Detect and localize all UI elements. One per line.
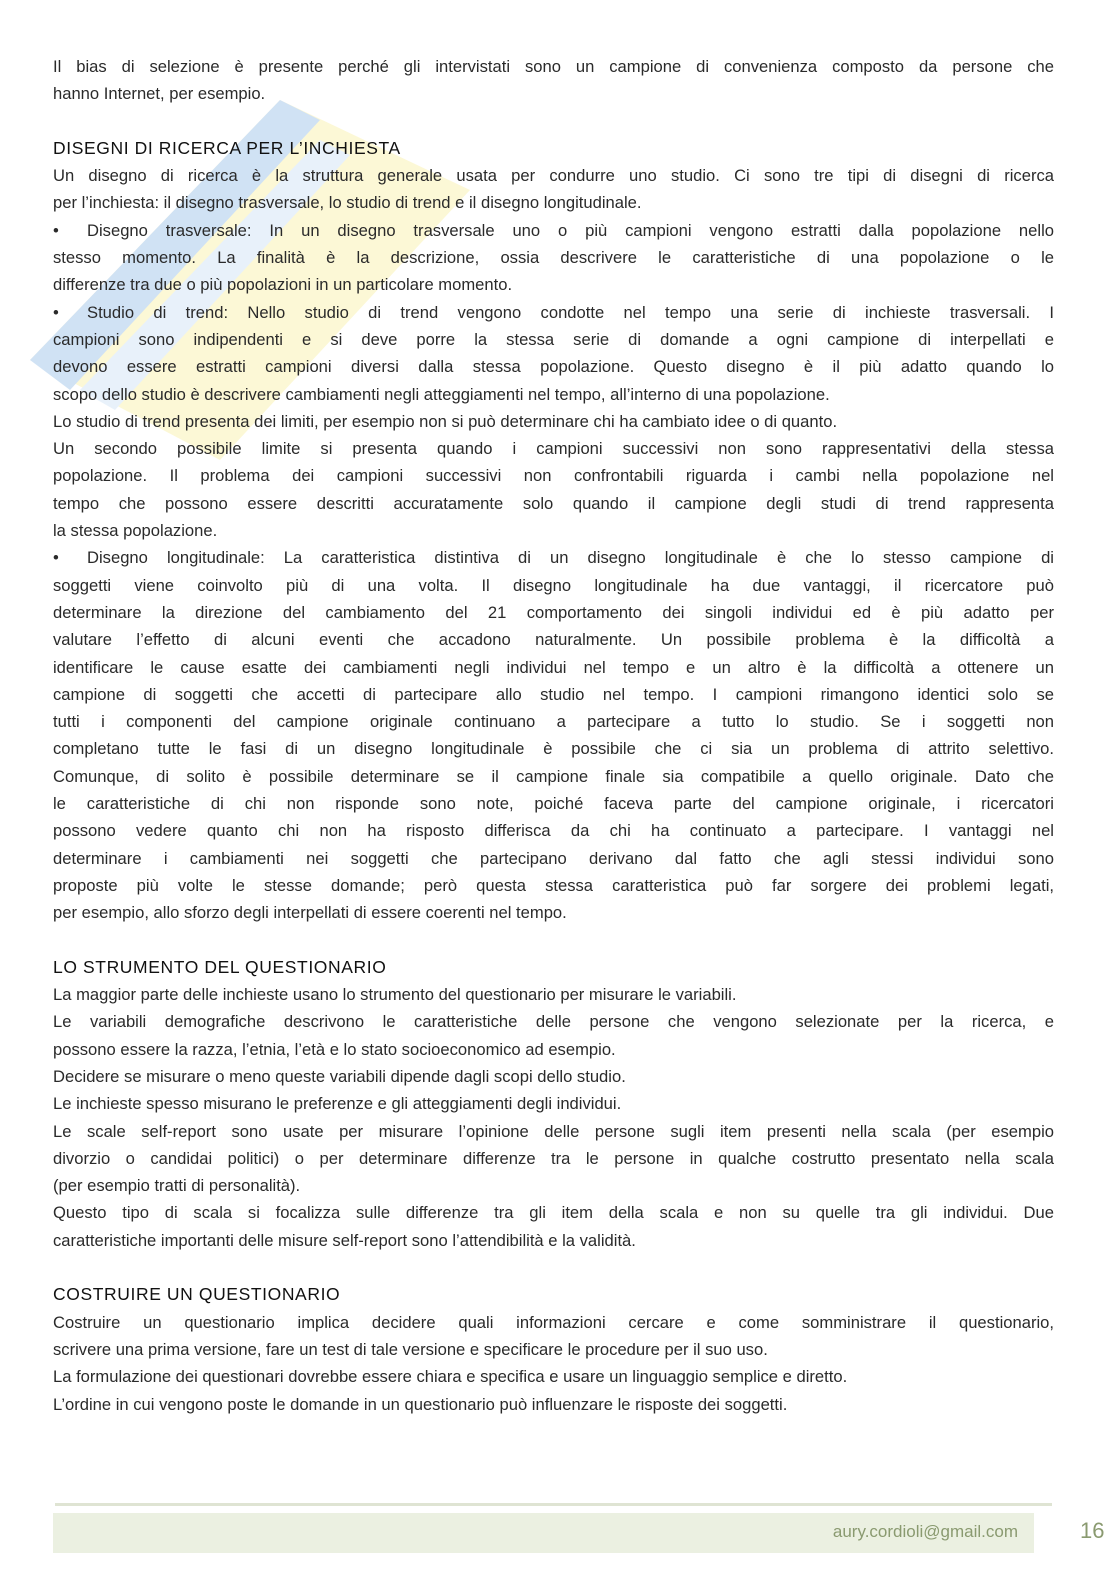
text-line: tutti i componenti del campione originale continuano a partecipare a tutto lo studio. Se i soggetti non [53, 712, 1054, 732]
text-line: L’ordine in cui vengono poste le domande in un questionario può influenzare le risposte dei soggetti. [53, 1394, 788, 1414]
text-line: Il bias di selezione è presente perché gli intervistati sono un campione di convenienza composto da persone che [53, 57, 1054, 76]
footer-divider [55, 1503, 1052, 1506]
bullet-icon: • [53, 302, 59, 322]
text-line: possono essere la razza, l’etnia, l’età e lo stato socioeconomico ad esempio. [53, 1039, 616, 1059]
text-line: popolazione. Il problema dei campioni successivi non confrontabili riguarda i cambi nella popolazione nel [53, 466, 1054, 486]
text-line: proposte più volte le stesse domande; però questa stessa caratteristica può far sorgere dei problemi legati, [53, 875, 1054, 895]
section-heading: LO STRUMENTO DEL QUESTIONARIO [53, 956, 387, 977]
text-line: differenze tra due o più popolazioni in un particolare momento. [53, 275, 513, 295]
text-line: possono vedere quanto chi non ha risposto differisca da chi ha continuato a partecipare. I vantaggi nel [53, 821, 1054, 841]
text-line: scrivere una prima versione, fare un test di tale versione e specificare le procedure per il suo uso. [53, 1339, 768, 1359]
text-line: la stessa popolazione. [53, 521, 218, 541]
blank-line [53, 927, 1054, 954]
text-line: Le scale self-report sono usate per misurare l’opinione delle persone sugli item presenti nella scala (per esempio [53, 1121, 1054, 1141]
text-line: Decidere se misurare o meno queste variabili dipende dagli scopi dello studio. [53, 1066, 626, 1086]
page-number: 16 [1080, 1518, 1105, 1543]
bullet-item-line [53, 544, 1054, 571]
text-line: per esempio, allo sforzo degli interpellati di essere coerenti nel tempo. [53, 903, 567, 923]
text-line: Le inchieste spesso misurano le preferenze e gli atteggiamenti degli individui. [53, 1094, 622, 1114]
text-line: divorzio o candidai politici) o per determinare differenze tra le persone in qualche costrutto presentato nella scala [53, 1148, 1054, 1168]
bullet-icon: • [53, 548, 59, 568]
text-line: Un secondo possibile limite si presenta quando i campioni successivi non sono rappresentativi della stessa [53, 439, 1054, 459]
text-line: scopo dello studio è descrivere cambiamenti negli atteggiamenti nel tempo, all’interno di una popolazione. [53, 384, 830, 404]
text-line: soggetti viene coinvolto più di una volta. Il disegno longitudinale ha due vantaggi, il ricercatore può [53, 575, 1054, 595]
text-line: determinare la direzione del cambiamento del 21 comportamento dei singoli individui ed è più adatto per [53, 602, 1054, 622]
bullet-item-line [53, 217, 1054, 244]
text-line: Questo tipo di scala si focalizza sulle differenze tra gli item della scala e non su quelle tra gli individui. Due [53, 1203, 1054, 1223]
text-line: La formulazione dei questionari dovrebbe essere chiara e specifica e usare un linguaggio semplice e diretto. [53, 1367, 848, 1387]
bullet-text: Studio di trend: Nello studio di trend vengono condotte nel tempo una serie di inchieste trasversali. I [87, 302, 1054, 322]
text-line: campioni sono indipendenti e si deve porre la stessa serie di domande a ogni campione di interpellati e [53, 329, 1054, 349]
text-line: Le variabili demografiche descrivono le caratteristiche delle persone che vengono selezionate per la ricerca, e [53, 1012, 1054, 1032]
section-heading: COSTRUIRE UN QUESTIONARIO [53, 1284, 341, 1305]
bullet-icon: • [53, 220, 59, 240]
text-line: Un disegno di ricerca è la struttura generale usata per condurre uno studio. Ci sono tre tipi di disegni di ricerca [53, 166, 1054, 186]
footer-bar [53, 1513, 1034, 1553]
text-line: Costruire un questionario implica decidere quali informazioni cercare e come somministrare il questionario, [53, 1312, 1054, 1332]
text-line: le caratteristiche di chi non risponde sono note, poiché faceva parte del campione originale, i ricercatori [53, 794, 1054, 814]
text-line: caratteristiche importanti delle misure self-report sono l’attendibilità e la validità. [53, 1230, 636, 1250]
text-line: devono essere estratti campioni diversi dalla stessa popolazione. Questo disegno è il più adatto quando lo [53, 357, 1054, 377]
bullet-text: Disegno longitudinale: La caratteristica distintiva di un disegno longitudinale è che lo stesso campione di [87, 548, 1054, 568]
text-line: La maggior parte delle inchieste usano lo strumento del questionario per misurare le variabili. [53, 985, 737, 1005]
section-heading: DISEGNI DI RICERCA PER L’INCHIESTA [53, 137, 401, 158]
text-line: Comunque, di solito è possibile determinare se il campione finale sia compatibile a quello originale. Dato che [53, 766, 1054, 786]
text-line: identificare le cause esatte dei cambiamenti negli individui nel tempo e un altro è la difficoltà a ottenere un [53, 657, 1054, 677]
text-line: Lo studio di trend presenta dei limiti, per esempio non si può determinare chi ha cambiato idee o di quanto. [53, 411, 838, 431]
text-line: valutare l’effetto di alcuni eventi che accadono naturalmente. Un possibile problema è la difficoltà a [53, 630, 1054, 650]
text-line: tempo che possono essere descritti accuratamente solo quando il campione degli studi di trend rappresenta [53, 493, 1054, 513]
text-line: (per esempio tratti di personalità). [53, 1176, 301, 1196]
text-line: hanno Internet, per esempio. [53, 84, 266, 104]
blank-line [53, 108, 1054, 135]
document-body [53, 53, 1054, 1418]
bullet-text: Disegno trasversale: In un disegno trasversale uno o più campioni vengono estratti dalla popolazione nello [87, 220, 1054, 240]
bullet-item-line [53, 299, 1054, 326]
text-line: determinare i cambiamenti nei soggetti che partecipano derivano dal fatto che agli stessi individui sono [53, 848, 1054, 868]
text-line: stesso momento. La finalità è la descrizione, ossia descrivere le caratteristiche di una popolazione o le [53, 248, 1054, 268]
text-line: campione di soggetti che accetti di partecipare allo studio nel tempo. I campioni rimangono identici solo se [53, 684, 1054, 704]
text-line: completano tutte le fasi di un disegno longitudinale è possibile che ci sia un problema di attrito selettivo. [53, 739, 1054, 759]
blank-line [53, 1254, 1054, 1281]
text-line: per l’inchiesta: il disegno trasversale, lo studio di trend e il disegno longitudinale. [53, 193, 642, 213]
footer-email: aury.cordioli@gmail.com [832, 1522, 1018, 1541]
